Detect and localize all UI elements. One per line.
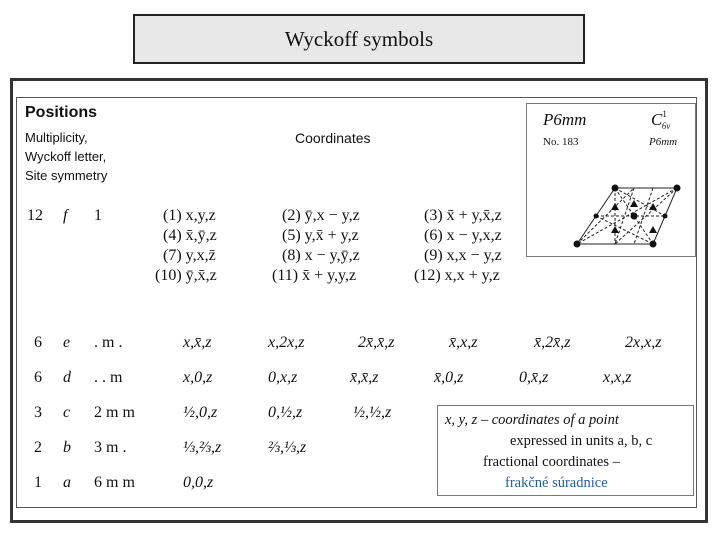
coord-7: (7) y,x,z̄: [163, 247, 216, 264]
e-coord-3: 2x̄,x̄,z: [358, 334, 395, 351]
c-multiplicity: 3: [34, 404, 42, 421]
b-letter: b: [63, 439, 71, 456]
d-coord-4: x̄,0,z: [434, 369, 464, 386]
d-coord-3: x̄,x̄,z: [350, 369, 379, 386]
c-letter: c: [63, 404, 71, 421]
e-coord-5: x̄,2x̄,z: [534, 334, 571, 351]
label-wyckoff-letter: Wyckoff letter,: [25, 149, 107, 164]
coord-3: (3) x̄ + y,x̄,z: [424, 207, 502, 224]
schoenflies-symbol: $C^1_{6v}$: [651, 109, 671, 131]
e-coord-6: 2x,x,z: [625, 334, 662, 351]
d-coord-1: x,0,z: [183, 369, 213, 386]
slide-title: Wyckoff symbols: [133, 14, 585, 64]
space-group-number: No. 183: [543, 136, 579, 148]
positions-heading: Positions: [25, 104, 98, 121]
note-line-4: frakčné súradnice: [505, 475, 608, 491]
d-letter: d: [63, 369, 71, 386]
general-multiplicity: 12: [27, 207, 43, 224]
coord-4: (4) x̄,ȳ,z: [163, 227, 217, 244]
note-box: [437, 405, 694, 496]
coord-9: (9) x,x − y,z: [424, 247, 502, 264]
b-coord-2: ⅔,⅓,z: [268, 439, 307, 456]
b-symmetry: 3 m .: [94, 439, 127, 456]
e-coord-4: x̄,x,z: [449, 334, 478, 351]
a-letter: a: [63, 474, 71, 491]
general-symmetry: 1: [94, 207, 102, 224]
coord-12: (12) x,x + y,z: [414, 267, 500, 284]
c-coord-2: 0,½,z: [268, 404, 303, 421]
c-symmetry: 2 m m: [94, 404, 135, 421]
coord-5: (5) y,x̄ + y,z: [282, 227, 359, 244]
note-line-2: expressed in units a, b, c: [510, 433, 653, 449]
e-coord-2: x,2x,z: [268, 334, 305, 351]
general-letter: f: [63, 207, 68, 224]
d-symmetry: . . m: [94, 369, 123, 386]
b-coord-1: ⅓,⅔,z: [183, 439, 222, 456]
e-multiplicity: 6: [34, 334, 42, 351]
a-symmetry: 6 m m: [94, 474, 135, 491]
a-coord-1: 0,0,z: [183, 474, 214, 491]
space-group-box: [526, 103, 696, 257]
label-site-symmetry: Site symmetry: [25, 168, 108, 183]
d-multiplicity: 6: [34, 369, 42, 386]
note-line-3: fractional coordinates –: [483, 454, 620, 470]
coord-6: (6) x − y,x,z: [424, 227, 502, 244]
coord-8: (8) x − y,ȳ,z: [282, 247, 360, 264]
coordinates-heading: Coordinates: [295, 130, 371, 146]
space-group-symbol: P6mm: [543, 110, 587, 129]
e-letter: e: [63, 334, 71, 351]
label-multiplicity: Multiplicity,: [25, 130, 88, 145]
coord-10: (10) ȳ,x̄,z: [155, 267, 217, 284]
d-coord-5: 0,x̄,z: [519, 369, 549, 386]
d-coord-6: x,x,z: [603, 369, 632, 386]
e-symmetry: . m .: [94, 334, 123, 351]
d-coord-2: 0,x,z: [268, 369, 298, 386]
coord-2: (2) ȳ,x − y,z: [282, 207, 360, 224]
symmetry-diagram: [527, 104, 697, 258]
point-group-symbol: P6mm: [649, 136, 678, 148]
c-coord-1: ½,0,z: [183, 404, 218, 421]
coord-1: (1) x,y,z: [163, 207, 216, 224]
b-multiplicity: 2: [34, 439, 42, 456]
coord-11: (11) x̄ + y,y,z: [272, 267, 357, 284]
note-line-1: x, y, z – coordinates of a point: [445, 412, 619, 428]
e-coord-1: x,x̄,z: [183, 334, 212, 351]
c-coord-3: ½,½,z: [353, 404, 392, 421]
a-multiplicity: 1: [34, 474, 42, 491]
